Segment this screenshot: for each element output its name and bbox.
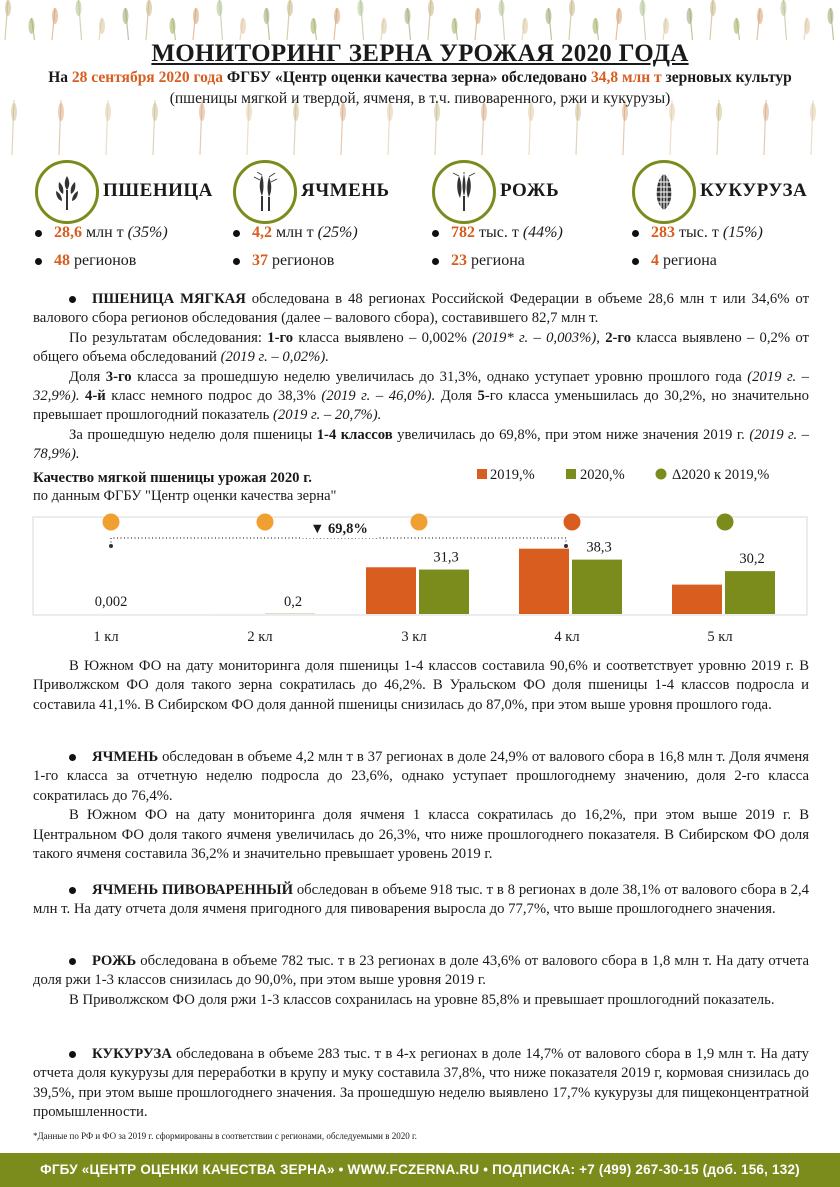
bracket-line [111,538,566,546]
corn-icon [632,160,696,224]
page-title: МОНИТОРИНГ ЗЕРНА УРОЖАЯ 2020 ГОДА [151,40,689,67]
bar-2020 [725,571,775,614]
category-label: 2 кл [247,629,273,645]
rye-section: РОЖЬ обследована в объеме 782 тыс. т в 23 регионах в доле 43,6% от валового сбора в 1,8 млн т. На дату отчета доля ржи 1-3 классов снизилась до 90,0%, при этом выше уровня 2019 г. В Приволжском ФО доля ржи 1-3 классов сохранилась на уровне 85,8% и превышает прошлогодний показатель. [33,953,809,1008]
crop-block-rye: РОЖЬ 782 тыс. т (44%) 23 региона [432,160,632,275]
legend-2019-label: 2019,% [490,467,535,483]
category-label: 4 кл [554,629,580,645]
legend-2019-swatch [477,469,487,479]
bar-2020 [419,570,469,614]
crop-block-barley: ЯЧМЕНЬ 4,2 млн т (25%) 37 регионов [233,160,433,275]
wheat-icon [35,160,99,224]
category-label: 3 кл [401,629,427,645]
crop-regions: 48 регионов [35,252,136,270]
summary-line: На 28 сентября 2020 года ФГБУ «Центр оценки качества зерна» обследовано 34,8 млн т зерновых культур [48,69,792,86]
footnote: *Данные по РФ и ФО за 2019 г. сформированы в соответствии с регионами, обследуемыми в 2020 г. [33,1131,417,1141]
crop-volume: 283 тыс. т (15%) [632,224,763,242]
barley-section: ЯЧМЕНЬ обследован в объеме 4,2 млн т в 37 регионах в доле 24,9% от валового сбора в 16,8 млн т. Доля ячменя 1-го класса за отчетную неделю подросла до 23,6%, однако уступает прошлогоднему значению, доля 2-го класса сократилась до 76,4%. В Южном ФО на дату мониторинга доля ячменя 1 класса сократилась до 16,2%, при этом выше 2019 г. В Центральном ФО доля такого ячменя увеличилась до 26,3%, что ниже прошлогоднего показателя. В Сибирском ФО доля такого ячменя составила 36,2% и значительно превышает уровень 2019 г. [33,749,809,863]
legend-delta-label: Δ2020 к 2019,% [672,467,770,483]
delta-marker [411,514,428,531]
chart-title: Качество мягкой пшеницы урожая 2020 г. [33,470,312,486]
corn-section: КУКУРУЗА обследована в объеме 283 тыс. т в 4-х регионах в доле 14,7% от валового сбора в 1,9 млн т. На дату отчета доля кукурузы для переработки в крупу и муку составила 37,8%, что ниже показателя 2019 г, кормовая снизилась до 39,5%, при этом выше прошлогоднего значения. За прошедшую неделю выявлено 17,7% кукурузы для пищеконцентратной промышленности. [33,1046,809,1121]
wheat-regions-section: В Южном ФО на дату мониторинга доля пшеницы 1-4 классов составила 90,6% и соответствует уровню 2019 г. В Приволжском ФО доля такого зерна сократилась до 46,2%. В Уральском ФО доля пшеницы 1-4 классов подросла и составила 41,1%. В Сибирском ФО доля данной пшеницы снизилась до 87,0%, при этом выше уровня прошлого года. [33,658,809,713]
category-label: 5 кл [707,629,733,645]
crop-volume: 4,2 млн т (25%) [233,224,358,242]
delta-marker [257,514,274,531]
bar-2019 [519,549,569,614]
delta-marker [717,514,734,531]
crop-block-corn: КУКУРУЗА 283 тыс. т (15%) 4 региона [632,160,832,275]
crop-block-wheat: ПШЕНИЦА 28,6 млн т (35%) 48 регионов [35,160,235,275]
category-label: 1 кл [93,629,119,645]
bar-value-label: 38,3 [586,539,612,556]
legend-2020-label: 2020,% [580,467,625,483]
bar-2019 [366,567,416,614]
rye-icon [432,160,496,224]
bracket-end [109,544,113,548]
barley-icon [233,160,297,224]
bar-value-label: 31,3 [433,549,459,566]
bar-value-label: 0,002 [94,594,128,610]
delta-marker [103,514,120,531]
crop-regions: 37 регионов [233,252,334,270]
malting-barley-section: ЯЧМЕНЬ ПИВОВАРЕННЫЙ обследован в объеме 918 тыс. т в 8 регионах в доле 38,1% от валового сбора в 2,4 млн т. На дату отчета доля ячменя пригодного для пивоварения выросла до 77,7%, что выше прошлогоднего значения. [33,882,809,918]
bar-value-label: 0,2 [283,594,303,610]
bracket-label: ▼ 69,8% [310,521,368,537]
bar-2020 [572,560,622,614]
legend-2020-swatch [566,469,576,479]
bracket-end [564,544,568,548]
wheat-section: ПШЕНИЦА МЯГКАЯ обследована в 48 регионах Российской Федерации в объеме 28,6 млн т или 34,6% от валового сбора регионов обследования (далее – валового сбора), составившего 82,7 млн т. По результатам обследования: 1-го класса выявлено – 0,002% (2019* г. – 0,003%), 2-го класса выявлено – 0,2% от общего объема обследований (2019 г. – 0,02%). Доля 3-го класса за прошедшую неделю увеличилась до 31,3%, однако уступает уровню прошлого года (2019 г. – 32,9%). 4-й класс немного подрос до 38,3% (2019 г. – 46,0%). Доля 5-го класса уменьшилась до 30,2%, но значительно превышает прошлогодний показатель (2019 г. – 20,7%). За прошедшую неделю доля пшеницы 1-4 классов увеличилась до 69,8%, при этом ниже значения 2019 г. (2019 г. – 78,9%). [33,291,810,463]
legend-delta-swatch [656,469,667,480]
crop-volume: 28,6 млн т (35%) [35,224,168,242]
crop-regions: 4 региона [632,252,717,270]
crop-volume: 782 тыс. т (44%) [432,224,563,242]
bar-value-label: 30,2 [739,551,765,568]
wheat-quality-chart [0,460,840,660]
delta-marker [564,514,581,531]
crop-regions: 23 региона [432,252,525,270]
footer-bar: ФГБУ «ЦЕНТР ОЦЕНКИ КАЧЕСТВА ЗЕРНА» • WWW.FCZERNA.RU • ПОДПИСКА: +7 (499) 267-30-15 (доб. 156, 132) [0,1153,840,1187]
summary-subline: (пшеницы мягкой и твердой, ячменя, в т.ч. пивоваренного, ржи и кукурузы) [169,90,671,107]
chart-subtitle: по данным ФГБУ "Центр оценки качества зерна" [33,488,337,504]
bar-2019 [672,585,722,614]
